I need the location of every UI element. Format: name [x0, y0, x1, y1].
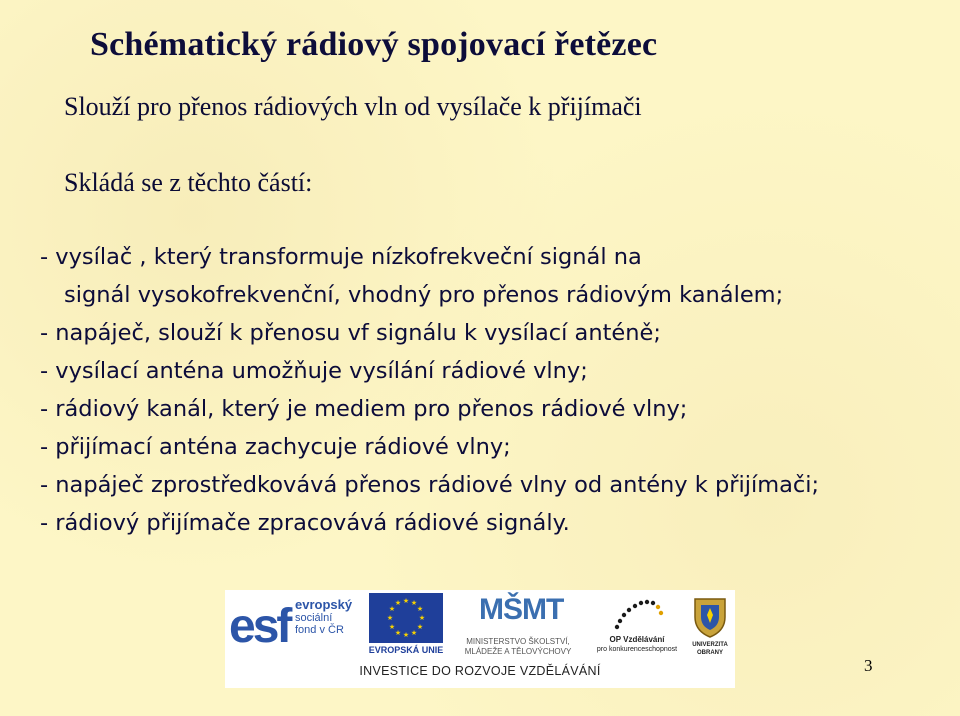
svg-text:★: ★ [388, 605, 396, 613]
svg-text:★: ★ [416, 605, 424, 613]
svg-text:★: ★ [394, 599, 402, 607]
page-number: 3 [864, 656, 873, 675]
msmt-logo-text: MINISTERSTVO ŠKOLSTVÍ, MLÁDEŽE A TĚLOVÝCHOVY [464, 637, 572, 656]
component-list [40, 238, 819, 542]
uo-logo-text: UNIVERZITA OBRANY [692, 642, 728, 656]
esf-logo-text: evropský sociální fond v ČR [295, 597, 353, 636]
slide-subtitle-purpose: Slouží pro přenos rádiových vln od vysílače k přijímači [64, 92, 642, 121]
eu-stars-icon [369, 593, 443, 643]
list-item: signál vysokofrekvenční, vhodný pro přenos rádiovým kanálem; [64, 282, 784, 308]
list-item: - napáječ zprostředkovává přenos rádiové vlny od antény k přijímači; [40, 472, 820, 498]
eu-flag-icon [369, 593, 443, 643]
op-vzdelavani-logo [589, 593, 685, 661]
svg-text:★: ★ [388, 623, 396, 631]
svg-text:★: ★ [402, 597, 410, 605]
op-dots-icon [589, 593, 685, 633]
svg-text:★: ★ [410, 599, 418, 607]
esf-logo [225, 593, 360, 661]
investment-banner: INVESTICE DO ROZVOJE VZDĚLÁVÁNÍ [359, 664, 601, 678]
esf-logo-mark: esf [229, 600, 290, 653]
list-item: - přijímací anténa zachycuje rádiové vlny; [40, 434, 511, 460]
eu-logo [365, 593, 447, 661]
msmt-logo [451, 593, 585, 661]
slide-title: Schématický rádiový spojovací řetězec [90, 26, 658, 63]
shield-icon [687, 593, 733, 639]
svg-text:★: ★ [386, 614, 394, 622]
list-item: - rádiový kanál, který je mediem pro přenos rádiové vlny; [40, 396, 688, 422]
eu-logo-label: EVROPSKÁ UNIE [368, 645, 444, 655]
list-item: - rádiový přijímače zpracovává rádiové signály. [40, 510, 570, 536]
list-item: - vysílač , který transformuje nízkofrekveční signál na [40, 244, 642, 270]
slide-subtitle-parts: Skládá se z těchto částí: [64, 168, 313, 197]
svg-text:★: ★ [410, 629, 418, 637]
list-item: - vysílací anténa umožňuje vysílání rádiové vlny; [40, 358, 588, 384]
op-logo-text: OP Vzdělávání pro konkurenceschopnost [596, 635, 678, 653]
univerzita-obrany-logo [687, 593, 733, 661]
svg-text:★: ★ [416, 623, 424, 631]
svg-text:★: ★ [418, 614, 426, 622]
list-item: - napáječ, slouží k přenosu vf signálu k vysílací anténě; [40, 320, 661, 346]
svg-text:★: ★ [394, 629, 402, 637]
msmt-logo-mark: MŠMT [479, 593, 564, 626]
svg-text:★: ★ [402, 631, 410, 639]
funding-logo-bar [225, 590, 735, 688]
